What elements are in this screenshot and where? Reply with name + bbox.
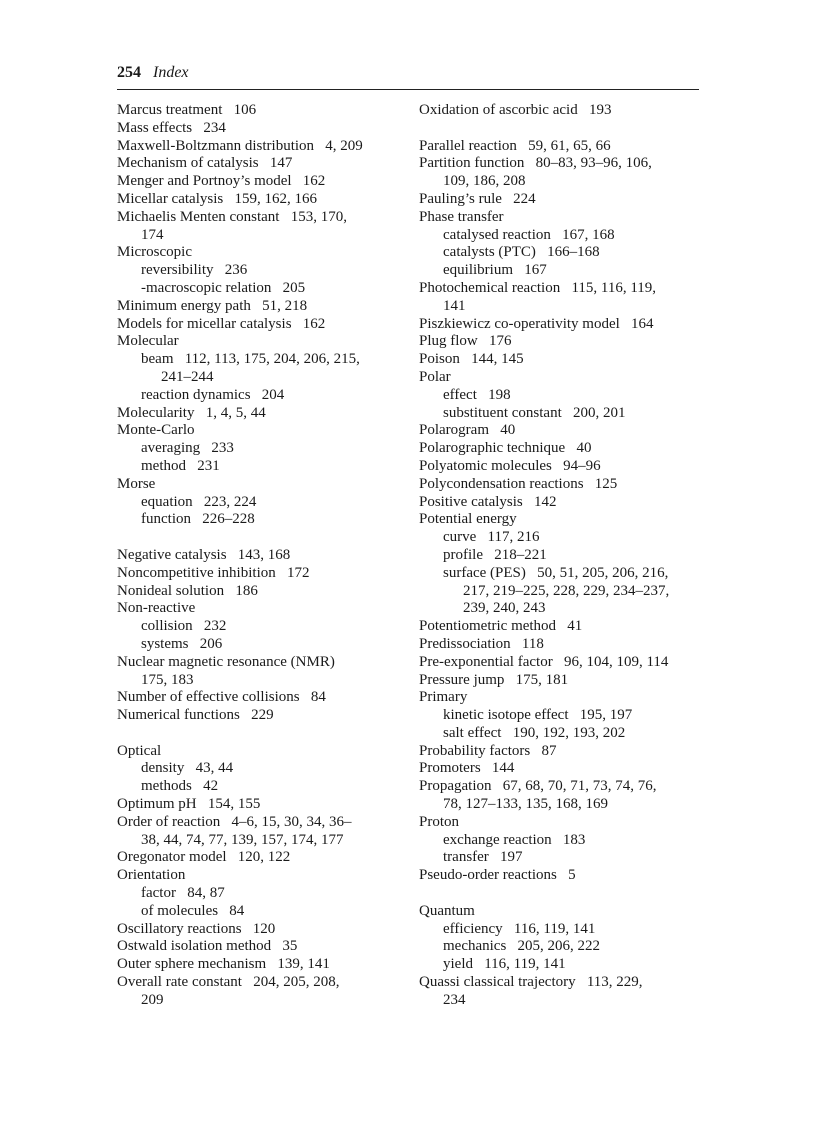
index-entry: Predissociation 118 bbox=[419, 635, 544, 652]
index-subentry: surface (PES) 50, 51, 205, 206, 216, bbox=[443, 564, 669, 581]
index-spacer bbox=[419, 120, 709, 138]
index-subentry: mechanics 205, 206, 222 bbox=[443, 938, 601, 955]
index-entry: Microscopic bbox=[117, 244, 192, 261]
index-entry: Noncompetitive inhibition 172 bbox=[117, 564, 310, 581]
index-entry: Photochemical reaction 115, 116, 119, bbox=[419, 279, 657, 296]
index-subentry: 234 bbox=[443, 991, 466, 1008]
index-entry: Orientation bbox=[117, 867, 186, 884]
index-subentry: method 231 bbox=[141, 457, 220, 474]
index-spacer bbox=[117, 725, 407, 743]
index-spacer bbox=[117, 529, 407, 547]
index-entry: Plug flow 176 bbox=[419, 333, 512, 350]
index-entry: Order of reaction 4–6, 15, 30, 34, 36– bbox=[117, 813, 352, 830]
index-subentry: of molecules 84 bbox=[141, 902, 245, 919]
page-number: 254 bbox=[117, 64, 141, 81]
index-entry: Phase transfer bbox=[419, 208, 504, 225]
index-entry: Polarographic technique 40 bbox=[419, 440, 592, 457]
index-subentry: -macroscopic relation 205 bbox=[141, 279, 306, 296]
index-entry: Mass effects 234 bbox=[117, 119, 226, 136]
index-subentry: substituent constant 200, 201 bbox=[443, 404, 626, 421]
index-entry: Partition function 80–83, 93–96, 106, bbox=[419, 155, 652, 172]
index-entry: Oregonator model 120, 122 bbox=[117, 849, 291, 866]
index-entry: Molecular bbox=[117, 333, 179, 350]
index-entry: Nuclear magnetic resonance (NMR) bbox=[117, 653, 335, 670]
index-entry: Probability factors 87 bbox=[419, 742, 557, 759]
index-entry: Pauling’s rule 224 bbox=[419, 190, 536, 207]
index-entry: Outer sphere mechanism 139, 141 bbox=[117, 956, 330, 973]
index-entry: Quantum bbox=[419, 902, 475, 919]
index-column-right bbox=[419, 102, 709, 1010]
index-subentry: density 43, 44 bbox=[141, 760, 234, 777]
index-subentry: 174 bbox=[141, 226, 164, 243]
index-entry: Overall rate constant 204, 205, 208, bbox=[117, 974, 340, 991]
index-continuation: 239, 240, 243 bbox=[463, 600, 546, 617]
index-continuation: 241–244 bbox=[161, 368, 214, 385]
index-subentry: 141 bbox=[443, 297, 466, 314]
index-subentry: collision 232 bbox=[141, 618, 227, 635]
index-entry: Parallel reaction 59, 61, 65, 66 bbox=[419, 137, 611, 154]
index-subentry: reversibility 236 bbox=[141, 262, 248, 279]
index-entry: Proton bbox=[419, 813, 460, 830]
index-entry: Pressure jump 175, 181 bbox=[419, 671, 569, 688]
index-entry: Non-reactive bbox=[117, 600, 196, 617]
index-subentry: function 226–228 bbox=[141, 511, 255, 528]
index-subentry: 78, 127–133, 135, 168, 169 bbox=[443, 796, 608, 813]
index-entry: Morse bbox=[117, 475, 156, 492]
index-entry: Poison 144, 145 bbox=[419, 351, 524, 368]
index-entry: Polarogram 40 bbox=[419, 422, 516, 439]
index-continuation: 217, 219–225, 228, 229, 234–237, bbox=[463, 582, 670, 599]
index-entry: Polar bbox=[419, 368, 451, 385]
index-entry: Potential energy bbox=[419, 511, 517, 528]
index-entry: Propagation 67, 68, 70, 71, 73, 74, 76, bbox=[419, 778, 657, 795]
index-entry: Primary bbox=[419, 689, 468, 706]
index-entry: Micellar catalysis 159, 162, 166 bbox=[117, 190, 317, 207]
index-entry: Marcus treatment 106 bbox=[117, 102, 257, 118]
index-subentry: profile 218–221 bbox=[443, 546, 547, 563]
index-entry: Minimum energy path 51, 218 bbox=[117, 297, 308, 314]
index-entry: Mechanism of catalysis 147 bbox=[117, 155, 293, 172]
index-entry: Nonideal solution 186 bbox=[117, 582, 258, 599]
index-subentry: averaging 233 bbox=[141, 440, 234, 457]
running-head-title: Index bbox=[153, 64, 189, 81]
index-subentry: transfer 197 bbox=[443, 849, 523, 866]
index-entry: Ostwald isolation method 35 bbox=[117, 938, 298, 955]
index-subentry: 109, 186, 208 bbox=[443, 173, 526, 190]
index-spacer bbox=[419, 885, 709, 903]
index-subentry: curve 117, 216 bbox=[443, 529, 540, 546]
index-subentry: systems 206 bbox=[141, 635, 223, 652]
index-subentry: 175, 183 bbox=[141, 671, 194, 688]
index-subentry: equation 223, 224 bbox=[141, 493, 257, 510]
index-subentry: beam 112, 113, 175, 204, 206, 215, bbox=[141, 351, 360, 368]
index-subentry: methods 42 bbox=[141, 778, 219, 795]
index-entry: Pseudo-order reactions 5 bbox=[419, 867, 576, 884]
index-entry: Numerical functions 229 bbox=[117, 707, 274, 724]
index-entry: Negative catalysis 143, 168 bbox=[117, 546, 291, 563]
index-subentry: exchange reaction 183 bbox=[443, 831, 586, 848]
index-entry: Polyatomic molecules 94–96 bbox=[419, 457, 601, 474]
index-entry: Optimum pH 154, 155 bbox=[117, 796, 261, 813]
index-entry: Promoters 144 bbox=[419, 760, 515, 777]
index-column-left bbox=[117, 102, 407, 1010]
index-entry: Maxwell-Boltzmann distribution 4, 209 bbox=[117, 137, 363, 154]
index-entry: Pre-exponential factor 96, 104, 109, 114 bbox=[419, 653, 669, 670]
index-entry: Molecularity 1, 4, 5, 44 bbox=[117, 404, 266, 421]
index-subentry: factor 84, 87 bbox=[141, 885, 225, 902]
index-entry: Number of effective collisions 84 bbox=[117, 689, 326, 706]
index-entry: Positive catalysis 142 bbox=[419, 493, 557, 510]
index-subentry: yield 116, 119, 141 bbox=[443, 956, 566, 973]
index-subentry: salt effect 190, 192, 193, 202 bbox=[443, 724, 626, 741]
index-entry: Quassi classical trajectory 113, 229, bbox=[419, 974, 643, 991]
index-subentry: 209 bbox=[141, 991, 164, 1008]
index-entry: Oscillatory reactions 120 bbox=[117, 920, 276, 937]
index-entry: Piszkiewicz co-operativity model 164 bbox=[419, 315, 654, 332]
index-entry: Oxidation of ascorbic acid 193 bbox=[419, 102, 612, 118]
index-entry: Michaelis Menten constant 153, 170, bbox=[117, 208, 347, 225]
index-subentry: catalysed reaction 167, 168 bbox=[443, 226, 615, 243]
index-subentry: reaction dynamics 204 bbox=[141, 386, 285, 403]
page-header bbox=[117, 64, 699, 90]
index-entry: Menger and Portnoy’s model 162 bbox=[117, 173, 326, 190]
index-subentry: equilibrium 167 bbox=[443, 262, 547, 279]
index-entry: Polycondensation reactions 125 bbox=[419, 475, 618, 492]
index-entry: Models for micellar catalysis 162 bbox=[117, 315, 326, 332]
index-subentry: effect 198 bbox=[443, 386, 511, 403]
index-subentry: 38, 44, 74, 77, 139, 157, 174, 177 bbox=[141, 831, 344, 848]
index-subentry: kinetic isotope effect 195, 197 bbox=[443, 707, 633, 724]
index-entry: Potentiometric method 41 bbox=[419, 618, 583, 635]
index-subentry: efficiency 116, 119, 141 bbox=[443, 920, 596, 937]
index-entry: Monte-Carlo bbox=[117, 422, 195, 439]
index-subentry: catalysts (PTC) 166–168 bbox=[443, 244, 600, 261]
index-entry: Optical bbox=[117, 742, 162, 759]
